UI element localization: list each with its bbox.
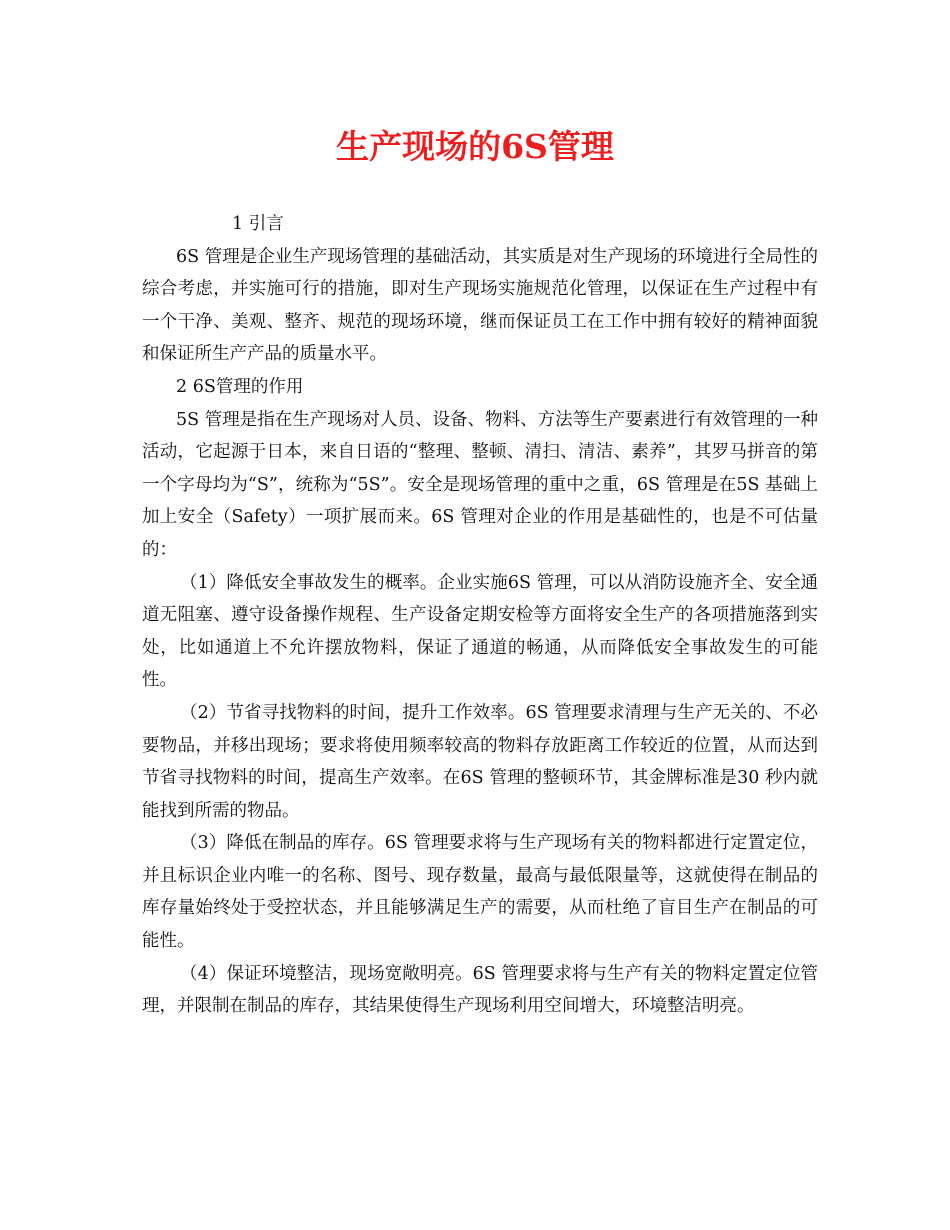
list-item-4: （4）保证环境整洁，现场宽敞明亮。6S 管理要求将与生产有关的物料定置定位管理，并限制在制品的库存，其结果使得生产现场利用空间增大，环境整洁明亮。 bbox=[142, 963, 818, 1017]
list-item-3: （3）降低在制品的库存。6S 管理要求将与生产现场有关的物料都进行定置定位，并且标识企业内唯一的名称、图号、现存数量，最高与最低限量等，这就使得在制品的库存量始终处于受控状态，并且能够满足生产的需要，从而杜绝了盲目生产在制品的可能性。 bbox=[142, 833, 818, 952]
list-item-2: （2）节省寻找物料的时间，提升工作效率。6S 管理要求清理与生产无关的、不必要物品，并移出现场；要求将使用频率较高的物料存放距离工作较近的位置，从而达到节省寻找物料的时间，提高生产效率。在6S 管理的整顿环节，其金牌标准是30 秒内就能找到所需的物品。 bbox=[142, 702, 818, 821]
document-title: 生产现场的6S管理 bbox=[336, 127, 614, 166]
paragraph-role: 5S 管理是指在生产现场对人员、设备、物料、方法等生产要素进行有效管理的一种活动，它起源于日本，来自日语的“整理、整顿、清扫、清洁、素养”，其罗马拼音的第一个字母均为“S”，统称为“5S”。安全是现场管理的重中之重，6S 管理是在5S 基础上加上安全（Safety）一项扩展而来。6S 管理对企业的作用是基础性的，也是不可估量的： bbox=[142, 409, 818, 560]
list-item-1: （1）降低安全事故发生的概率。企业实施6S 管理，可以从消防设施齐全、安全通道无阻塞、遵守设备操作规程、生产设备定期安检等方面将安全生产的各项措施落到实处，比如通道上不允许摆放物料，保证了通道的畅通，从而降低安全事故发生的可能性。 bbox=[142, 572, 818, 691]
section-heading-role: 2 6S管理的作用 bbox=[176, 376, 304, 397]
section-heading-intro: 1 引言 bbox=[232, 214, 284, 234]
paragraph-intro: 6S 管理是企业生产现场管理的基础活动，其实质是对生产现场的环境进行全局性的综合考虑，并实施可行的措施，即对生产现场实施规范化管理，以保证在生产过程中有一个干净、美观、整齐、规范的现场环境，继而保证员工在工作中拥有较好的精神面貌和保证所生产产品的质量水平。 bbox=[142, 246, 818, 365]
document-body bbox=[142, 208, 818, 1023]
